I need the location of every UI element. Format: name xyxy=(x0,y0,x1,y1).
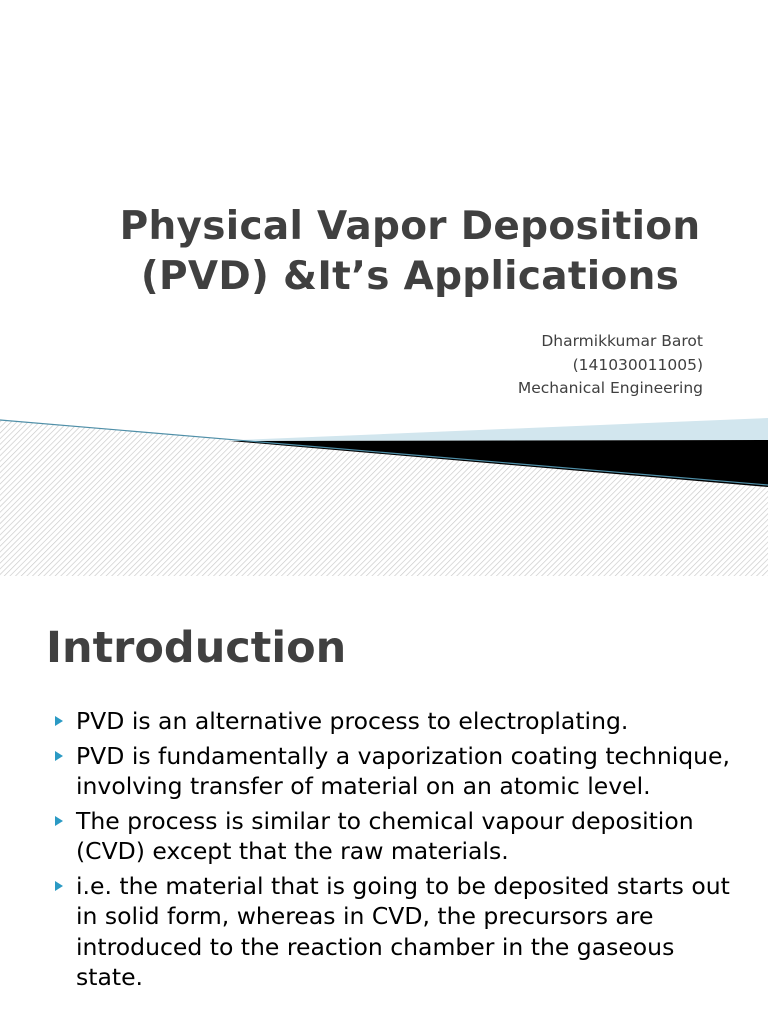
slide-title xyxy=(60,202,760,302)
bullet-text: PVD is an alternative process to electroplating. xyxy=(76,707,629,735)
department: Mechanical Engineering xyxy=(517,379,703,397)
bullet-text: PVD is fundamentally a vaporization coating technique, involving transfer of material on an atomic level. xyxy=(76,741,730,800)
bullet-item xyxy=(52,871,732,993)
author-name: Dharmikkumar Barot xyxy=(541,332,703,350)
bullet-arrow-icon xyxy=(55,751,63,761)
decorative-band xyxy=(0,410,768,576)
bullet-arrow-icon xyxy=(55,881,63,891)
bullet-text: The process is similar to chemical vapour deposition (CVD) except that the raw materials. xyxy=(76,806,694,865)
title-line-1: Physical Vapor Deposition xyxy=(119,204,701,249)
intro-slide xyxy=(0,576,768,1024)
bullet-item xyxy=(52,741,732,802)
bullet-list xyxy=(52,706,732,997)
light-blue-band xyxy=(230,418,768,441)
bullet-text: i.e. the material that is going to be deposited starts out in solid form, whereas in CVD, the precursors are introduced to the reaction chamber in the gaseous state. xyxy=(76,871,730,991)
bullet-arrow-icon xyxy=(55,816,63,826)
bullet-item xyxy=(52,706,732,737)
slide-subtitle xyxy=(518,330,703,401)
intro-heading: Introduction xyxy=(46,623,347,673)
title-line-2: (PVD) &It’s Applications xyxy=(140,254,680,299)
bullet-item xyxy=(52,806,732,867)
enrollment-number: (141030011005) xyxy=(572,355,703,374)
bullet-arrow-icon xyxy=(55,716,63,726)
